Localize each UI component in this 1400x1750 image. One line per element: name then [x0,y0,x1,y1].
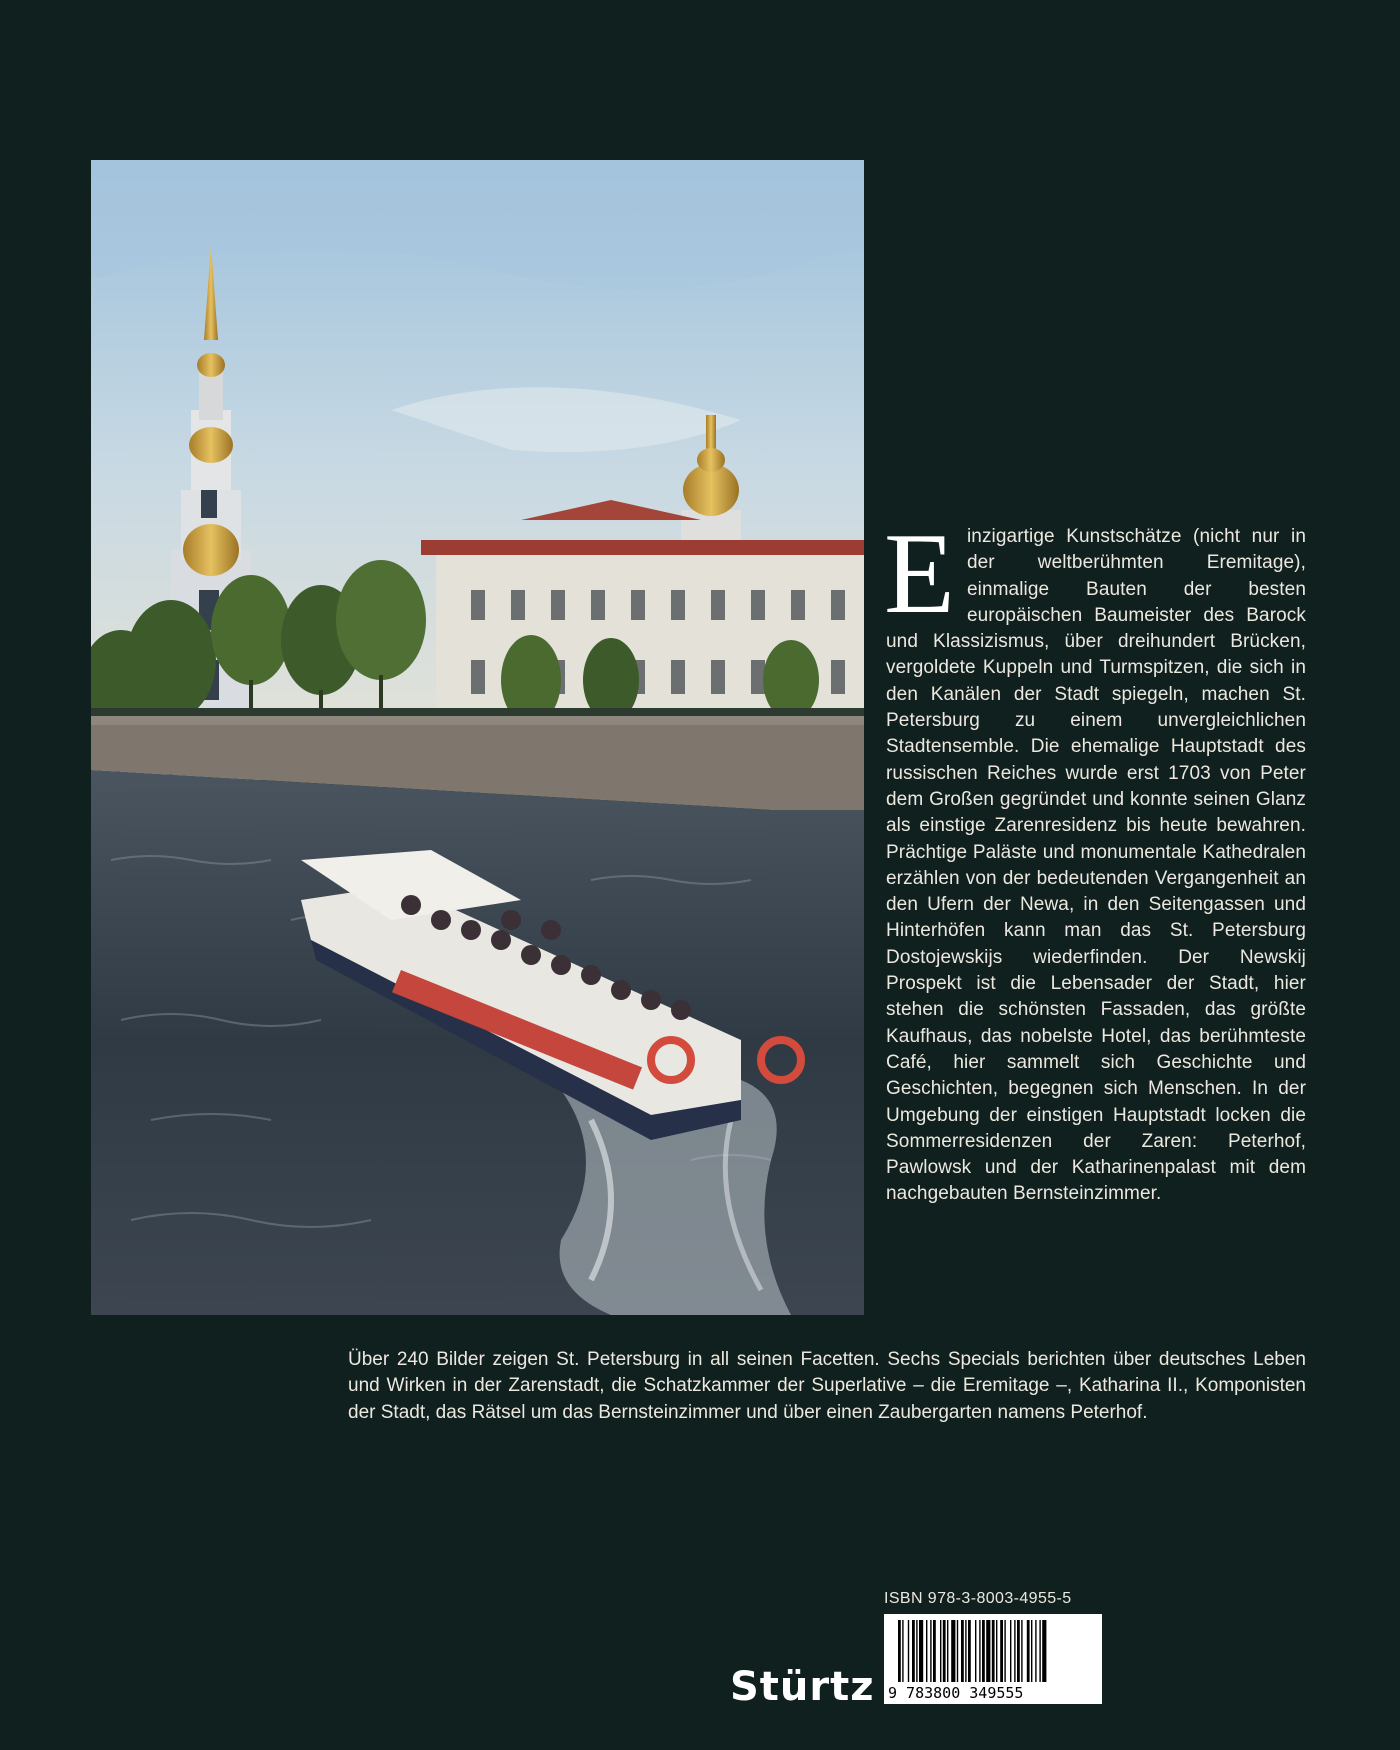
barcode-bar [1031,1620,1032,1682]
barcode-bar [965,1620,966,1682]
barcode-bar [940,1620,941,1682]
blurb-text: inzigartige Kunstschätze (nicht nur in der weltberühmten Eremitage), einmalige Bauten der besten europäischen Baumeister des Barock und Klassizismus, über dreihundert Brücken, vergoldete Kuppeln und Turmspitzen, die sich in den Kanälen der Stadt spiegeln, machen St. Petersburg zu einem unvergleichlichen Stadtensemble. Die ehemalige Hauptstadt des russischen Reiches wurde erst 1703 von Peter dem Großen gegründet und konnte seinen Glanz als einstige Zarenresidenz bis heute bewahren. Prächtige Paläste und monumentale Kathedralen erzählen von der bedeutenden Vergangenheit an den Ufern der Newa, in den Seitengassen und Hinterhöfen kann man das St. Petersburg Dostojewskijs wiederfinden. Der Newskij Prospekt ist die Lebensader der Stadt, hier stehen die schönsten Fassaden, das größte Kaufhaus, das nobelste Hotel, das berühmteste Café, hier sammelt sich Geschichte und Geschichten, begegnen sich Menschen. In der Umgebung der einstigen Hauptstadt locken die Sommerresidenzen der Zaren: Peterhof, Pawlowsk und der Katharinenpalast mit dem nachgebauten Bernsteinzimmer. [886,526,1306,1205]
barcode-bar [992,1620,995,1682]
cover-photo [91,160,864,1315]
barcode-bar [947,1620,948,1682]
barcode-bar [1042,1620,1046,1682]
barcode-bar [1010,1620,1011,1682]
barcode-bar [979,1620,980,1682]
barcode-bar [1039,1620,1040,1682]
barcode-bar [933,1620,936,1682]
barcode-bar [919,1620,923,1682]
barcode-bar [1017,1620,1020,1682]
barcode-bar [996,1620,997,1682]
barcode-bar [975,1620,976,1682]
barcode-bar [908,1620,909,1682]
barcode-digits: 9 783800 349555 [888,1684,1024,1702]
barcode-bar [1000,1620,1003,1682]
barcode [884,1614,1102,1704]
barcode-bar [930,1620,931,1682]
barcode-bar [898,1620,901,1682]
drop-cap: E [884,510,955,638]
publisher-logo: Stürtz [730,1664,875,1710]
summary-paragraph: Über 240 Bilder zeigen St. Petersburg in all seinen Facetten. Sechs Specials berichten über deutsches Leben und Wirken in der Zarenstadt, die Schatzkammer der Superlative – die Eremitage –, Katharina II., Komponisten der Stadt, das Rätsel um das Bernsteinzimmer und über einen Zaubergarten namens Peterhof. [348,1349,1306,1423]
barcode-bar [1035,1620,1036,1682]
isbn-label: ISBN 978-3-8003-4955-5 [884,1590,1072,1607]
barcode-bar [926,1620,927,1682]
barcode-bar [916,1620,917,1682]
barcode-bar [1004,1620,1005,1682]
barcode-bar [902,1620,903,1682]
barcode-bar [982,1620,985,1682]
barcode-graphic [884,1614,1102,1704]
canal-boat-cathedral-photo [91,160,864,1315]
barcode-bar [1021,1620,1022,1682]
barcode-bar [986,1620,990,1682]
barcode-bar [1027,1620,1030,1682]
barcode-bar [912,1620,915,1682]
blurb-paragraph [884,510,1306,1208]
barcode-bar [961,1620,964,1682]
barcode-bar [1014,1620,1015,1682]
barcode-bar [943,1620,946,1682]
barcode-bar [968,1620,971,1682]
barcode-bar [957,1620,958,1682]
barcode-bar [951,1620,955,1682]
